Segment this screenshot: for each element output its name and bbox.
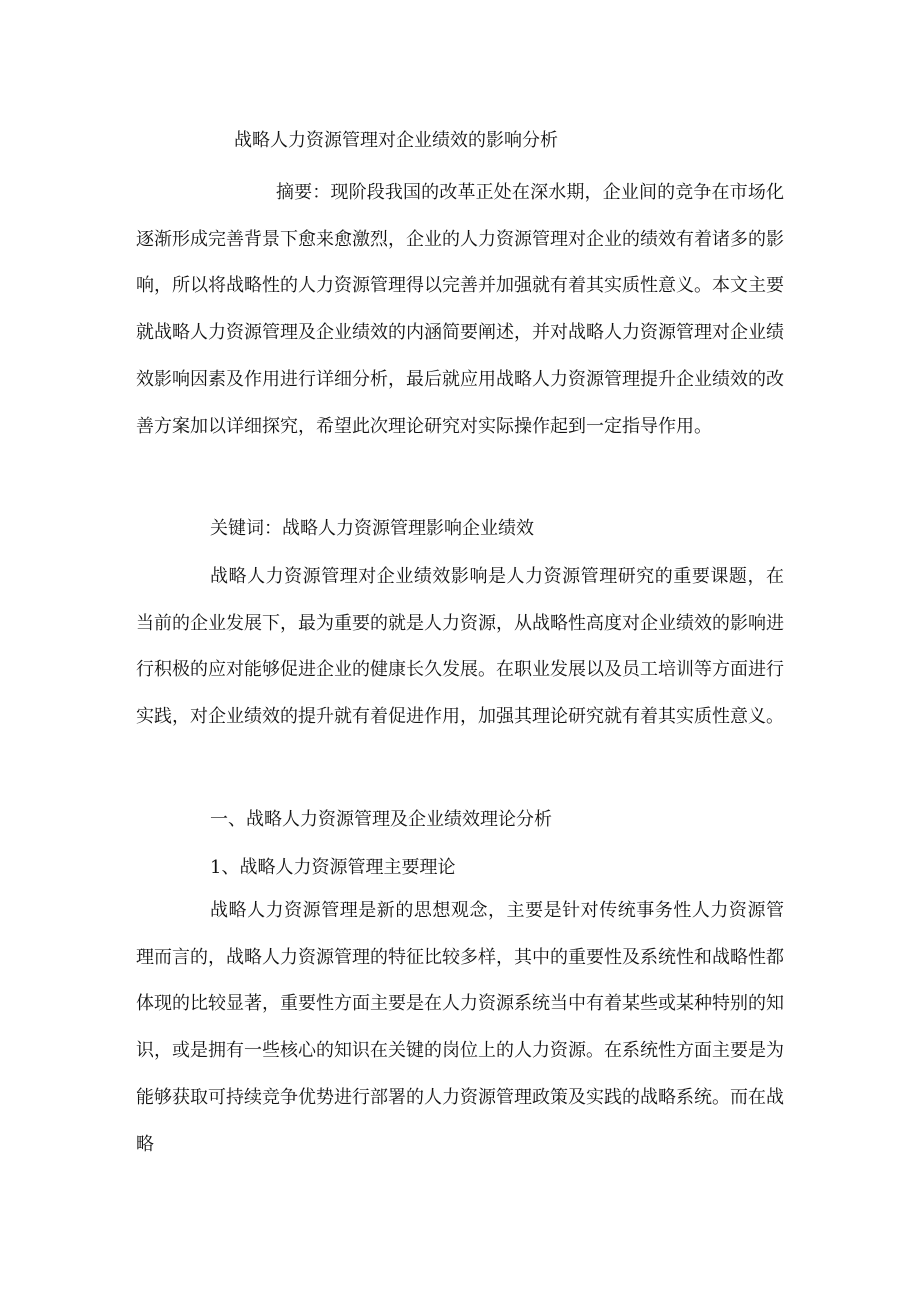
body-paragraph: 战略人力资源管理是新的思想观念，主要是针对传统事务性人力资源管理而言的，战略人力资源管理的特征比较多样，其中的重要性及系统性和战略性都体现的比较显著，重要性方面主要是在人力资源系统当中有着某些或某种特别的知识，或是拥有一些核心的知识在关键的岗位上的人力资源。在系统性方面主要是为能够获取可持续竞争优势进行部署的人力资源管理政策及实践的战略系统。而在战略	[136, 900, 784, 1155]
intro-paragraph: 战略人力资源管理对企业绩效影响是人力资源管理研究的重要课题，在当前的企业发展下，最为重要的就是人力资源，从战略性高度对企业绩效的影响进行积极的应对能够促进企业的健康长久发展。在职业发展以及员工培训等方面进行实践，对企业绩效的提升就有着促进作用，加强其理论研究就有着其实质性意义。	[136, 566, 784, 728]
keywords-line: 关键词：战略人力资源管理影响企业绩效	[210, 518, 534, 539]
section-heading: 一、战略人力资源管理及企业绩效理论分析	[210, 809, 552, 830]
document-title: 战略人力资源管理对企业绩效的影响分析	[234, 130, 558, 151]
subsection-heading: 1、战略人力资源管理主要理论	[210, 857, 456, 878]
abstract-paragraph: 摘要：现阶段我国的改革正处在深水期，企业间的竞争在市场化逐渐形成完善背景下愈来愈激烈，企业的人力资源管理对企业的绩效有着诸多的影响，所以将战略性的人力资源管理得以完善并加强就有着其实质性意义。本文主要就战略人力资源管理及企业绩效的内涵简要阐述，并对战略人力资源管理对企业绩效影响因素及作用进行详细分析，最后就应用战略人力资源管理提升企业绩效的改善方案加以详细探究，希望此次理论研究对实际操作起到一定指导作用。	[136, 182, 784, 437]
